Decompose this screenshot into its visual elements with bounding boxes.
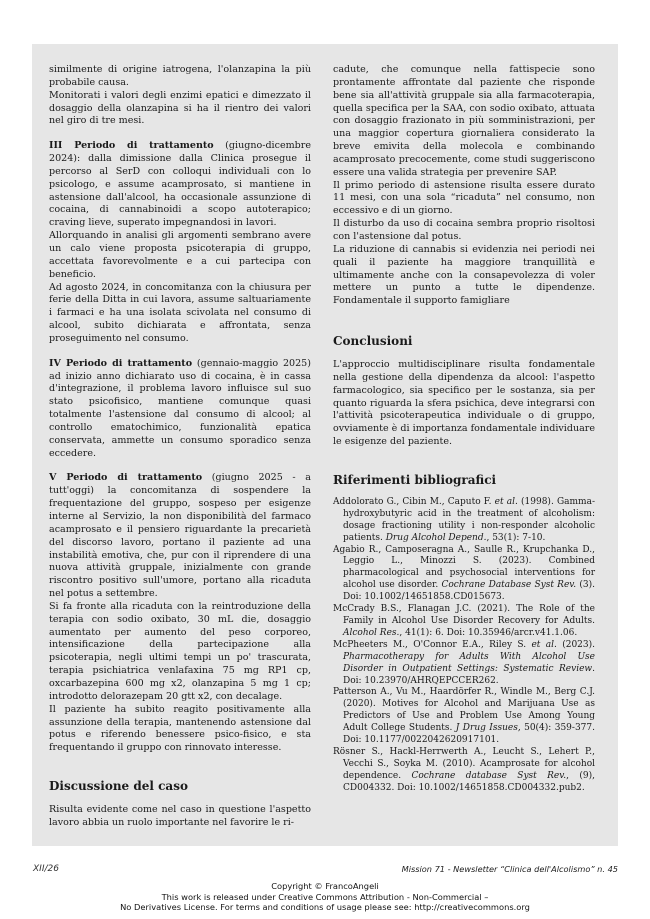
paragraph: Monitorati i valori degli enzimi epatici e dimezzato il dosaggio della olanzapina si ha il rientro dei valori nel giro di tre mesi.: [49, 89, 311, 127]
paragraph: La riduzione di cannabis si evidenzia nei periodi nei quali il paziente ha maggiore tranquillità e ultimamente anche con la consapevolezza di voler mettere un punto a tutte le dipendenze. Fondamentale il supporto famigliare: [333, 243, 595, 307]
paragraph: Si fa fronte alla ricaduta con la reintroduzione della terapia con sodio oxibato, 30 mL die, dosaggio aumentato per aumento del peso corporeo, intensificazione della partecipazione alla psicoterapia, negli ultimi tempi un po' trascurata, terapia psichiatrica venlafaxina 75 mg RP1 cp, oxcarbazepina 600 mg x2, olanzapina 5 mg 1 cp; introdotto delorazepam 20 gtt x2, con decalage.: [49, 600, 311, 702]
reference-item: Patterson A., Vu M., Haardörfer R., Windle M., Berg C.J. (2020). Motives for Alcohol and Marijuana Use as Predictors of Use and Problem Use Among Young Adult College Students. J Drug Issues, 50(4): 359-377. Doi: 10.1177/0022042620917101.: [333, 687, 595, 746]
reference-item: Addolorato G., Cibin M., Caputo F. et al. (1998). Gamma-hydroxybutyric acid in the treatment of alcoholism: dosage fractioning utility i non-responder alcoholic patients. Drug Alcohol Depend., 53(1): 7-10.: [333, 496, 595, 543]
paragraph-text: (gennaio-maggio 2025) ad inizio anno dichiarato uso di cocaina, è in cassa d'integrazione, il problema lavoro influisce sul suo stato psicofisico, mantiene comunque quasi totalmente l'astensione dal consumo di alcool; al controllo ematochimico, funzionalità epatica conservata, ammette un consumo sporadico senza eccedere.: [49, 357, 311, 459]
paragraph: [49, 358, 311, 461]
reference-item: McCrady B.S., Flanagan J.C. (2021). The Role of the Family in Alcohol Use Disorder Recovery for Adults. Alcohol Res., 41(1): 6. Doi: 10.35946/arcr.v41.1.06.: [333, 604, 595, 638]
period-heading: V Periodo di trattamento: [49, 472, 203, 484]
section-heading-discussion: Discussione del caso: [49, 779, 188, 794]
right-column: [333, 64, 595, 795]
paragraph: Risulta evidente come nel caso in questione l'aspetto lavoro abbia un ruolo importante nel favorire le ri-: [49, 804, 311, 828]
paragraph: cadute, che comunque nella fattispecie sono prontamente affrontate dal paziente che risponde bene sia all'attività gruppale sia alla farmacoterapia, quella specifica per la SAA, con sodio oxibato, attuata con dosaggio frazionato in più somministrazioni, per una maggior copertura giornaliera considerato la breve emivita della molecola e combinando acamprosato precocemente, come studi suggeriscono essere una valida strategia per prevenire SAP.: [333, 64, 595, 178]
period-heading: III Periodo di trattamento: [49, 140, 214, 152]
paragraph: Il paziente ha subito reagito positivamente alla assunzione della terapia, mantenendo astensione dal potus e riferendo benessere psico-fisico, e sta frequentando il gruppo con rinnovato interesse.: [49, 703, 311, 754]
section-heading-references: Riferimenti bibliografici: [333, 472, 497, 487]
reference-list: [333, 497, 595, 795]
paragraph: [49, 472, 311, 600]
paragraph-text: (giugno 2025 - a tutt'oggi) la concomitanza di sospendere la frequentazione del gruppo, sospeso per esigenze interne al Servizio, la non disponibilità del farmaco acamprosato e il pensiero riguardante la precarietà del discorso lavoro, portano il paziente ad una instabilità emotiva, che, pur con il riprendere di una nuova attività gruppale, inizialmente con grande riscontro positivo sull'umore, portano alla ricaduta nel potus a settembre.: [49, 472, 311, 600]
section-heading-conclusions: Conclusioni: [333, 334, 413, 349]
paragraph: [49, 140, 311, 230]
reference-item: Agabio R., Camposeragna A., Saulle R., Krupchanka D., Leggio L., Minozzi S. (2023). Combined pharmacological and psychosocial interventions for alcohol use disorder. Cochrane Database Syst Rev. (3). Doi: 10.1002/14651858.CD015673.: [333, 544, 595, 603]
paragraph: Il disturbo da uso di cocaina sembra proprio risoltosi con l'astensione dal potus.: [333, 218, 595, 242]
page-number: XII/26: [33, 864, 59, 874]
license-link-line[interactable]: No Derivatives License. For terms and conditions of usage please see: http://creativecommons.org: [120, 902, 530, 912]
article-panel: [32, 44, 618, 846]
paragraph: Allorquando in analisi gli argomenti sembrano avere un calo viene proposta psicoterapia di gruppo, accettata favorevolmente e a cui partecipa con beneficio.: [49, 230, 311, 280]
copyright-line: Copyright © FrancoAngeli: [271, 881, 379, 891]
reference-item: Rösner S., Hackl-Herrwerth A., Leucht S., Lehert P., Vecchi S., Soyka M. (2010). Acamprosate for alcohol dependence. Cochrane database Syst Rev., (9), CD004332. Doi: 10.1002/14651858.CD004332.pub2.: [333, 746, 595, 793]
reference-item: McPheeters M., O'Connor E.A., Riley S. et al. (2023). Pharmacotherapy for Adults With Alcohol Use Disorder in Outpatient Settings: Systematic Review. Doi: 10.23970/AHRQEPCCER262.: [333, 639, 595, 686]
copyright-notice: [0, 881, 650, 913]
period-heading: IV Periodo di trattamento: [49, 357, 193, 369]
paragraph: Il primo periodo di astensione risulta essere durato 11 mesi, con una sola “ricaduta” nel consumo, non eccessivo e di un giorno.: [333, 179, 595, 217]
license-line: This work is released under Creative Commons Attribution - Non-Commercial –: [161, 891, 489, 902]
paragraph: Ad agosto 2024, in concomitanza con la chiusura per ferie della Ditta in cui lavora, assume saltuariamente i farmaci e ha una isolata scivolata nel consumo di alcool, subito dichiarata e affrontata, senza proseguimento nel consumo.: [49, 281, 311, 344]
journal-footer: Mission 71 - Newsletter “Clinica dell'Alcolismo” n. 45: [401, 864, 618, 874]
paragraph: L'approccio multidisciplinare risulta fondamentale nella gestione della dipendenza da alcool: l'aspetto farmacologico, sia specifico per le sostanza, sia per quanto riguarda la sfera psichica, deve integrarsi con l'attività psicoterapeutica individuale o di gruppo, ovviamente è di importanza fondamentale individuare le esigenze del paziente.: [333, 359, 595, 448]
left-column: [49, 64, 311, 830]
paragraph: similmente di origine iatrogena, l'olanzapina la più probabile causa.: [49, 64, 311, 88]
paragraph-text: (giugno-dicembre 2024): dalla dimissione dalla Clinica prosegue il percorso al SerD con colloqui individuali con lo psicologo, e assume acamprosato, si mantiene in astensione dall'alcool, ha occasionale assunzione di cocaina, di cannabinoidi a scopo autoterapico; craving lieve, superato impegnandosi in lavori.: [49, 140, 311, 229]
